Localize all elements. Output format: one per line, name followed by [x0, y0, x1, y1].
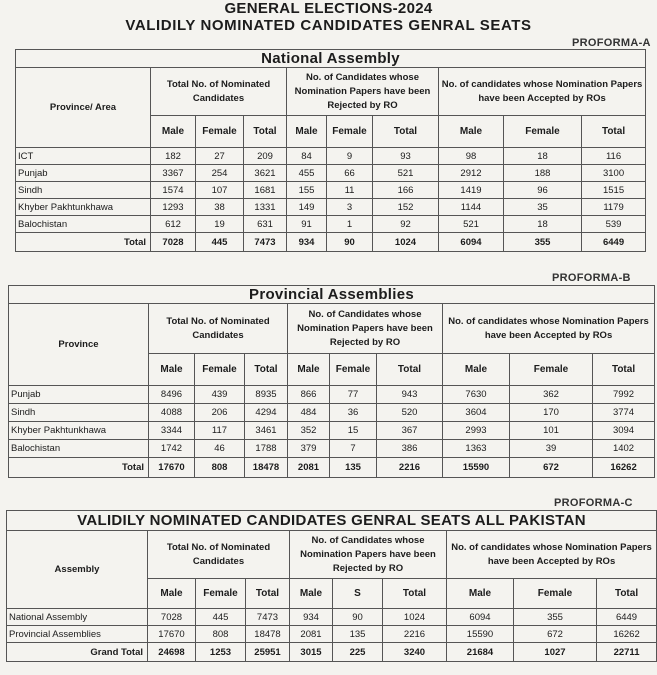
table-title: National Assembly	[16, 50, 646, 68]
total-cell: 24698	[148, 643, 196, 662]
national-assembly-table	[15, 49, 646, 252]
table-cell: 93	[373, 148, 439, 165]
table-cell: 2993	[443, 422, 510, 440]
page-subtitle: VALIDILY NOMINATED CANDIDATES GENRAL SEATS	[125, 17, 532, 34]
proforma-b-label: PROFORMA-B	[552, 272, 631, 284]
col-header: Female	[510, 354, 593, 386]
col-header: Male	[447, 579, 514, 609]
row-label: Sindh	[16, 182, 151, 199]
table-cell: 209	[244, 148, 287, 165]
total-cell: 3015	[290, 643, 333, 662]
table-cell: 84	[287, 148, 327, 165]
table-cell: 1024	[383, 609, 447, 626]
table-cell: 367	[377, 422, 443, 440]
row-header: Province	[9, 304, 149, 386]
total-row	[7, 643, 657, 662]
table-cell: 3774	[593, 404, 655, 422]
table-row	[7, 626, 657, 643]
row-label: ICT	[16, 148, 151, 165]
table-cell: 9	[327, 148, 373, 165]
table-cell: 19	[196, 216, 244, 233]
table-cell: 36	[330, 404, 377, 422]
table-row	[9, 404, 655, 422]
col-header: Total	[597, 579, 657, 609]
table-cell: 352	[288, 422, 330, 440]
table-cell: 1179	[582, 199, 646, 216]
row-header: Province/ Area	[16, 68, 151, 148]
table-cell: 539	[582, 216, 646, 233]
table-cell: 101	[510, 422, 593, 440]
group-header-accepted: No. of candidates whose Nomination Papers have been Accepted by ROs	[447, 531, 657, 579]
table-cell: 98	[439, 148, 504, 165]
group-header-rejected: No. of Candidates whose Nomination Papers have been Rejected by RO	[290, 531, 447, 579]
table-cell: 439	[195, 386, 245, 404]
total-cell: 355	[504, 233, 582, 252]
table-cell: 18	[504, 216, 582, 233]
table-cell: 206	[195, 404, 245, 422]
table-cell: 631	[244, 216, 287, 233]
col-header: Female	[514, 579, 597, 609]
table-cell: 6094	[447, 609, 514, 626]
group-header-total: Total No. of Nominated Candidates	[148, 531, 290, 579]
table-cell: 92	[373, 216, 439, 233]
total-cell: 17670	[149, 458, 195, 478]
total-cell: 2216	[377, 458, 443, 478]
table-cell: 355	[514, 609, 597, 626]
table-cell: 152	[373, 199, 439, 216]
col-header: Male	[151, 116, 196, 148]
row-label: Provincial Assemblies	[7, 626, 148, 643]
table-cell: 7028	[148, 609, 196, 626]
table-cell: 3094	[593, 422, 655, 440]
table-cell: 379	[288, 440, 330, 458]
table-cell: 17670	[148, 626, 196, 643]
table-cell: 484	[288, 404, 330, 422]
table-cell: 135	[333, 626, 383, 643]
table-cell: 66	[327, 165, 373, 182]
table-cell: 3344	[149, 422, 195, 440]
total-cell: 2081	[288, 458, 330, 478]
total-row	[16, 233, 646, 252]
all-pakistan-table	[6, 510, 657, 662]
page-title: GENERAL ELECTIONS-2024	[224, 0, 433, 17]
group-header-accepted: No. of candidates whose Nomination Papers have been Accepted by ROs	[443, 304, 655, 354]
table-cell: 3604	[443, 404, 510, 422]
total-cell: 6094	[439, 233, 504, 252]
col-header: Male	[439, 116, 504, 148]
table-cell: 18478	[246, 626, 290, 643]
table-cell: 1144	[439, 199, 504, 216]
col-header: Total	[244, 116, 287, 148]
table-cell: 1788	[245, 440, 288, 458]
table-row	[16, 165, 646, 182]
table-cell: 1402	[593, 440, 655, 458]
row-label: Sindh	[9, 404, 149, 422]
table-cell: 27	[196, 148, 244, 165]
table-cell: 520	[377, 404, 443, 422]
total-row	[9, 458, 655, 478]
table-title: Provincial Assemblies	[9, 286, 655, 304]
table-cell: 38	[196, 199, 244, 216]
table-cell: 2912	[439, 165, 504, 182]
total-cell: 225	[333, 643, 383, 662]
table-cell: 808	[196, 626, 246, 643]
row-label: Balochistan	[16, 216, 151, 233]
table-cell: 107	[196, 182, 244, 199]
table-cell: 362	[510, 386, 593, 404]
table-cell: 149	[287, 199, 327, 216]
col-header: Total	[246, 579, 290, 609]
col-header: S	[333, 579, 383, 609]
col-header: Total	[373, 116, 439, 148]
table-cell: 155	[287, 182, 327, 199]
table-cell: 521	[439, 216, 504, 233]
table-cell: 116	[582, 148, 646, 165]
table-cell: 2081	[290, 626, 333, 643]
total-cell: 21684	[447, 643, 514, 662]
table-cell: 943	[377, 386, 443, 404]
table-cell: 8935	[245, 386, 288, 404]
table-cell: 254	[196, 165, 244, 182]
table-cell: 7992	[593, 386, 655, 404]
total-cell: 7473	[244, 233, 287, 252]
col-header: Male	[290, 579, 333, 609]
table-cell: 3621	[244, 165, 287, 182]
table-cell: 90	[333, 609, 383, 626]
table-cell: 39	[510, 440, 593, 458]
total-cell: 1024	[373, 233, 439, 252]
table-cell: 170	[510, 404, 593, 422]
total-cell: 808	[195, 458, 245, 478]
table-cell: 934	[290, 609, 333, 626]
table-cell: 4294	[245, 404, 288, 422]
table-cell: 91	[287, 216, 327, 233]
table-cell: 188	[504, 165, 582, 182]
col-header: Female	[196, 116, 244, 148]
table-cell: 1742	[149, 440, 195, 458]
table-cell: 15	[330, 422, 377, 440]
table-cell: 6449	[597, 609, 657, 626]
table-cell: 3100	[582, 165, 646, 182]
table-row	[16, 199, 646, 216]
total-cell: 1027	[514, 643, 597, 662]
table-cell: 1419	[439, 182, 504, 199]
proforma-a-label: PROFORMA-A	[572, 37, 651, 49]
table-cell: 386	[377, 440, 443, 458]
col-header: Male	[288, 354, 330, 386]
total-cell: 445	[196, 233, 244, 252]
row-label: Punjab	[9, 386, 149, 404]
table-cell: 96	[504, 182, 582, 199]
table-cell: 15590	[447, 626, 514, 643]
table-cell: 866	[288, 386, 330, 404]
total-cell: 16262	[593, 458, 655, 478]
total-cell: 672	[510, 458, 593, 478]
row-header: Assembly	[7, 531, 148, 609]
col-header: Male	[149, 354, 195, 386]
table-cell: 8496	[149, 386, 195, 404]
table-cell: 1363	[443, 440, 510, 458]
table-cell: 3461	[245, 422, 288, 440]
table-cell: 672	[514, 626, 597, 643]
table-cell: 1293	[151, 199, 196, 216]
table-cell: 1681	[244, 182, 287, 199]
total-cell: 1253	[196, 643, 246, 662]
row-label: National Assembly	[7, 609, 148, 626]
col-header: Male	[443, 354, 510, 386]
col-header: Female	[330, 354, 377, 386]
col-header: Total	[245, 354, 288, 386]
table-cell: 1	[327, 216, 373, 233]
col-header: Female	[504, 116, 582, 148]
table-row	[16, 182, 646, 199]
table-cell: 7	[330, 440, 377, 458]
group-header-accepted: No. of candidates whose Nomination Papers have been Accepted by ROs	[439, 68, 646, 116]
total-cell: 934	[287, 233, 327, 252]
row-label: Punjab	[16, 165, 151, 182]
table-cell: 455	[287, 165, 327, 182]
table-cell: 166	[373, 182, 439, 199]
col-header: Male	[287, 116, 327, 148]
total-cell: 6449	[582, 233, 646, 252]
proforma-c-label: PROFORMA-C	[554, 497, 633, 509]
table-cell: 182	[151, 148, 196, 165]
total-cell: 135	[330, 458, 377, 478]
table-cell: 1331	[244, 199, 287, 216]
total-label: Total	[16, 233, 151, 252]
table-cell: 11	[327, 182, 373, 199]
table-cell: 3	[327, 199, 373, 216]
table-row	[9, 422, 655, 440]
table-row	[9, 440, 655, 458]
row-label: Khyber Pakhtunkhawa	[16, 199, 151, 216]
group-header-rejected: No. of Candidates whose Nomination Papers have been Rejected by RO	[288, 304, 443, 354]
total-cell: 7028	[151, 233, 196, 252]
table-row	[9, 386, 655, 404]
provincial-assemblies-table	[8, 285, 655, 478]
total-cell: 90	[327, 233, 373, 252]
table-cell: 7473	[246, 609, 290, 626]
col-header: Female	[327, 116, 373, 148]
table-cell: 35	[504, 199, 582, 216]
col-header: Total	[593, 354, 655, 386]
table-cell: 521	[373, 165, 439, 182]
col-header: Total	[377, 354, 443, 386]
total-label: Total	[9, 458, 149, 478]
row-label: Khyber Pakhtunkhawa	[9, 422, 149, 440]
group-header-rejected: No. of Candidates whose Nomination Papers have been Rejected by RO	[287, 68, 439, 116]
total-cell: 15590	[443, 458, 510, 478]
total-cell: 22711	[597, 643, 657, 662]
col-header: Total	[383, 579, 447, 609]
table-cell: 7630	[443, 386, 510, 404]
table-row	[7, 609, 657, 626]
col-header: Male	[148, 579, 196, 609]
table-title: VALIDILY NOMINATED CANDIDATES GENRAL SEATS ALL PAKISTAN	[7, 511, 657, 531]
table-row	[16, 148, 646, 165]
table-row	[16, 216, 646, 233]
table-cell: 1574	[151, 182, 196, 199]
col-header: Female	[196, 579, 246, 609]
group-header-total: Total No. of Nominated Candidates	[149, 304, 288, 354]
col-header: Female	[195, 354, 245, 386]
table-cell: 445	[196, 609, 246, 626]
table-cell: 3367	[151, 165, 196, 182]
table-cell: 2216	[383, 626, 447, 643]
total-label: Grand Total	[7, 643, 148, 662]
table-cell: 16262	[597, 626, 657, 643]
table-cell: 18	[504, 148, 582, 165]
group-header-total: Total No. of Nominated Candidates	[151, 68, 287, 116]
row-label: Balochistan	[9, 440, 149, 458]
col-header: Total	[582, 116, 646, 148]
table-cell: 612	[151, 216, 196, 233]
table-cell: 4088	[149, 404, 195, 422]
table-cell: 77	[330, 386, 377, 404]
table-cell: 46	[195, 440, 245, 458]
total-cell: 18478	[245, 458, 288, 478]
table-cell: 117	[195, 422, 245, 440]
table-cell: 1515	[582, 182, 646, 199]
total-cell: 3240	[383, 643, 447, 662]
total-cell: 25951	[246, 643, 290, 662]
